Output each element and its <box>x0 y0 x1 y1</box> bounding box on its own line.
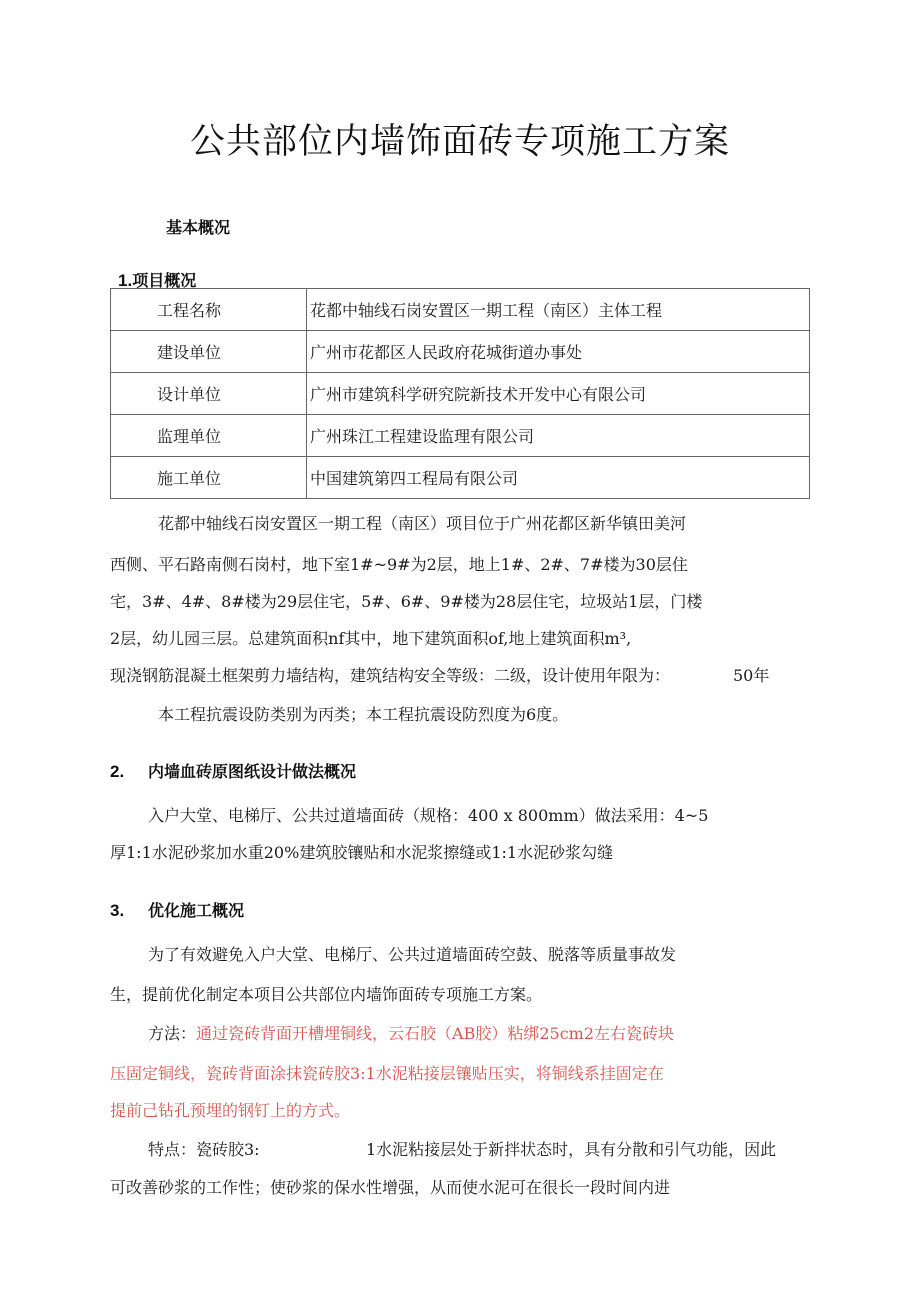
paragraph-line: 花都中轴线石岗安置区一期工程（南区）项目位于广州花都区新华镇田美河 <box>158 514 687 533</box>
table-value: 广州市花都区人民政府花城街道办事处 <box>307 331 810 373</box>
table-key: 工程名称 <box>111 289 307 331</box>
paragraph-line: 50年 <box>733 666 770 685</box>
table-row <box>111 415 810 457</box>
paragraph-line: 入户大堂、电梯厅、公共过道墙面砖（规格：400 x 800mm）做法采用：4~5 <box>148 806 709 825</box>
table-value: 广州珠江工程建设监理有限公司 <box>307 415 810 457</box>
method-highlight: 通过瓷砖背面开槽埋铜线，云石胶（AB胶）粘绑25cm2左右瓷砖块 <box>196 1024 675 1043</box>
table-value: 广州市建筑科学研究院新技术开发中心有限公司 <box>307 373 810 415</box>
table-key: 监理单位 <box>111 415 307 457</box>
paragraph-line: 1水泥粘接层处于新拌状态时，具有分散和引气功能，因此 <box>366 1140 777 1159</box>
section-number: 3. <box>110 901 125 920</box>
paragraph-line: 宅，3#、4#、8#楼为29层住宅，5#、6#、9#楼为28层住宅，垃圾站1层，门楼 <box>110 592 703 611</box>
document-title: 公共部位内墙饰面砖专项施工方案 <box>189 122 730 162</box>
table-row <box>111 373 810 415</box>
feature-label: 特点：瓷砖胶3: <box>148 1140 260 1159</box>
table-row <box>111 331 810 373</box>
section-label: 内墙血砖原图纸设计做法概况 <box>148 762 357 781</box>
paragraph-line: 2层，幼儿园三层。总建筑面积nf其中，地下建筑面积of,地上建筑面积m³, <box>110 629 632 648</box>
paragraph-line: 现浇钢筋混凝土框架剪力墙结构，建筑结构安全等级：二级，设计使用年限为： <box>110 666 671 685</box>
section-2-heading <box>110 759 356 782</box>
method-line <box>148 1024 674 1044</box>
section-label: 优化施工概况 <box>148 901 245 920</box>
project-info-table <box>110 288 810 499</box>
method-label: 方法： <box>148 1024 197 1043</box>
paragraph-line: 可改善砂浆的工作性；使砂浆的保水性增强，从而使水泥可在很长一段时间内进 <box>110 1178 671 1197</box>
table-value: 中国建筑第四工程局有限公司 <box>307 457 810 499</box>
section-3-heading <box>110 898 244 921</box>
paragraph-line: 西侧、平石路南侧石岗村，地下室1#~9#为2层，地上1#、2#、7#楼为30层住 <box>110 555 688 574</box>
table-key: 设计单位 <box>111 373 307 415</box>
table-key: 施工单位 <box>111 457 307 499</box>
method-highlight: 提前己钻孔预埋的钢钉上的方式。 <box>110 1101 351 1120</box>
paragraph-line: 本工程抗震设防类别为丙类；本工程抗震设防烈度为6度。 <box>158 705 569 724</box>
table-key: 建设单位 <box>111 331 307 373</box>
table-row <box>111 457 810 499</box>
method-highlight: 压固定铜线，瓷砖背面涂抹瓷砖胶3:1水泥粘接层镶贴压实，将铜线系挂固定在 <box>110 1064 664 1083</box>
section-number: 2. <box>110 762 125 781</box>
basic-overview-heading: 基本概况 <box>166 218 231 237</box>
section-number: 1. <box>118 271 133 290</box>
paragraph-line: 生，提前优化制定本项目公共部位内墙饰面砖专项施工方案。 <box>110 985 543 1004</box>
table-value: 花都中轴线石岗安置区一期工程（南区）主体工程 <box>307 289 810 331</box>
table-row <box>111 289 810 331</box>
paragraph-line: 为了有效避免入户大堂、电梯厅、公共过道墙面砖空鼓、脱落等质量事故发 <box>148 945 677 964</box>
paragraph-line: 厚1:1水泥砂浆加水重20%建筑胶镶贴和水泥浆擦缝或1:1水泥砂浆勾缝 <box>110 843 614 862</box>
section-label: 项目概况 <box>132 271 197 290</box>
